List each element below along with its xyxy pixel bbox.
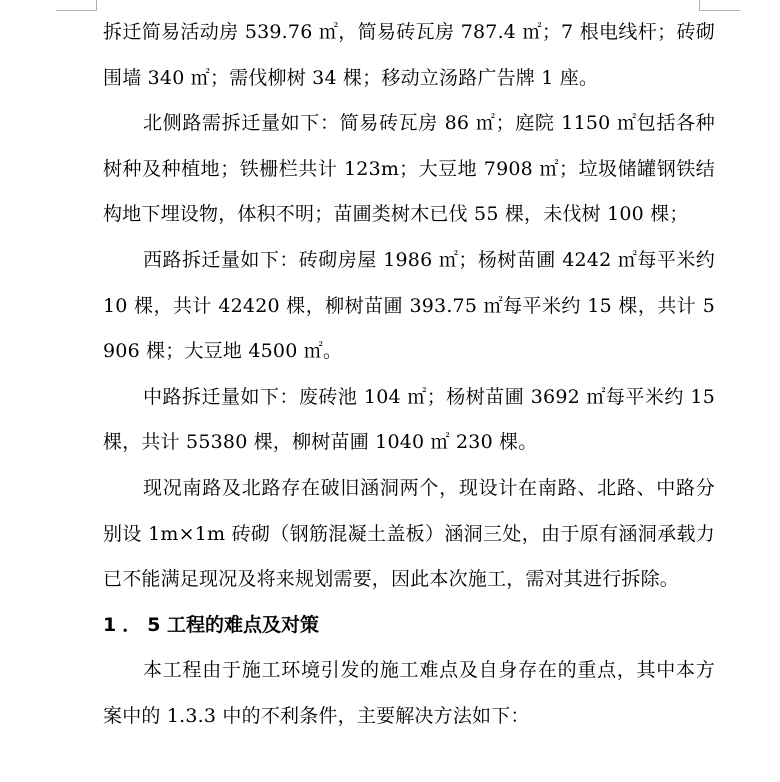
paragraph-demolition-west: 西路拆迁量如下：砖砌房屋 1986 ㎡；杨树苗圃 4242 ㎡每平米约 10 棵，共计 42420 棵，柳树苗圃 393.75 ㎡每平米约 15 棵，共计 5906 棵；大豆地 4500 ㎡。	[103, 248, 715, 363]
section-number: 1．5	[103, 613, 167, 636]
page-corner-mark-left	[56, 0, 97, 11]
section-title: 工程的难点及对策	[167, 613, 320, 636]
section-heading	[103, 603, 715, 649]
paragraph-culverts: 现况南路及北路存在破旧涵洞两个，现设计在南路、北路、中路分别设 1m×1m 砖砌（钢筋混凝土盖板）涵洞三处，由于原有涵洞承载力已不能满足现况及将来规划需要，因此本次施工，需对其进行拆除。	[103, 476, 715, 591]
paragraph-demolition-middle: 中路拆迁量如下：废砖池 104 ㎡；杨树苗圃 3692 ㎡每平米约 15 棵，共计 55380 棵，柳树苗圃 1040 ㎡ 230 棵。	[103, 385, 715, 454]
paragraph-demolition-south: 拆迁简易活动房 539.76 ㎡，简易砖瓦房 787.4 ㎡；7 根电线杆；砖砌围墙 340 ㎡；需伐柳树 34 棵；移动立汤路广告牌 1 座。	[103, 21, 715, 89]
paragraph-difficulties-intro: 本工程由于施工环境引发的施工难点及自身存在的重点，其中本方案中的 1.3.3 中的不利条件，主要解决方法如下：	[103, 659, 715, 727]
paragraph-demolition-north: 北侧路需拆迁量如下：简易砖瓦房 86 ㎡；庭院 1150 ㎡包括各种树种及种植地；铁栅栏共计 123m；大豆地 7908 ㎡；垃圾储罐钢铁结构地下埋设物，体积不明；苗圃类树木已伐 55 棵，未伐树 100 棵；	[103, 112, 715, 226]
document-body	[103, 10, 715, 740]
